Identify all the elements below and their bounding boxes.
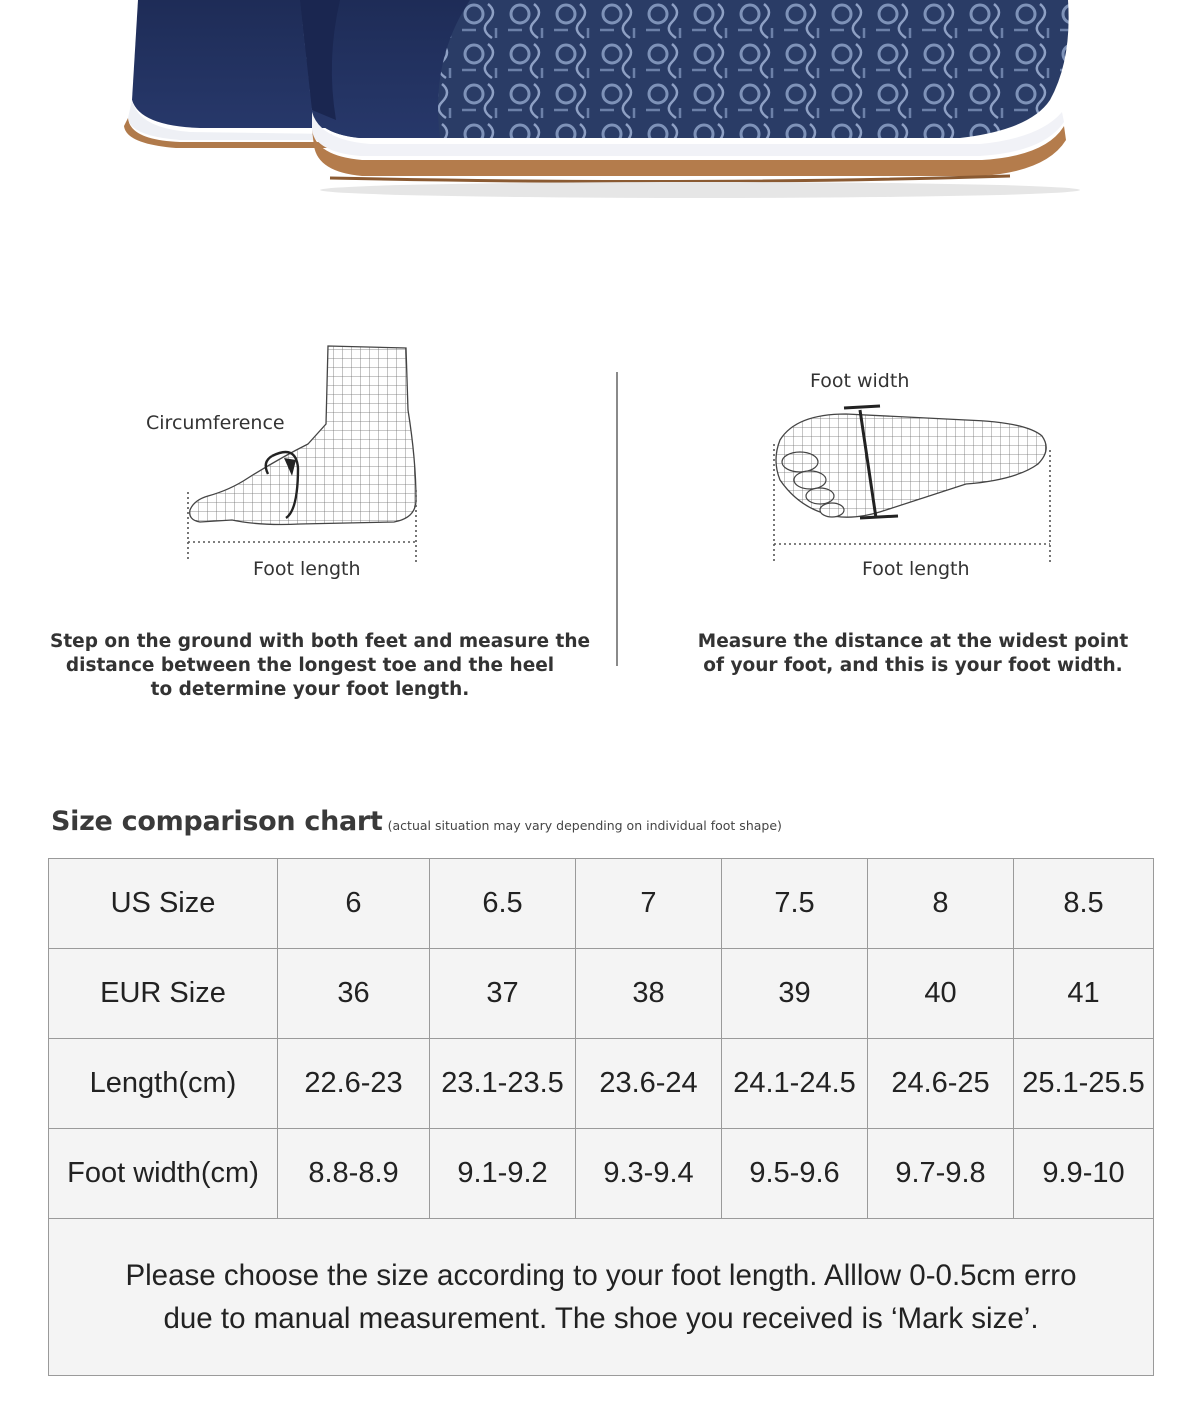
table-cell: 24.1-24.5: [722, 1039, 868, 1129]
table-cell: 9.5-9.6: [722, 1129, 868, 1219]
table-cell: 9.1-9.2: [430, 1129, 576, 1219]
table-cell: 37: [430, 949, 576, 1039]
size-comparison-table: [48, 858, 1154, 1376]
table-row-length: [49, 1039, 1154, 1129]
size-note-line-2: due to manual measurement. The shoe you received is ‘Mark size’.: [163, 1302, 1039, 1335]
table-cell: 38: [576, 949, 722, 1039]
row-header-us-size: US Size: [49, 859, 278, 949]
size-chart-subtitle: (actual situation may vary depending on individual foot shape): [387, 818, 782, 833]
table-cell: 23.1-23.5: [430, 1039, 576, 1129]
foot-width-label: Foot width: [810, 370, 910, 392]
table-cell: 7: [576, 859, 722, 949]
table-row-eur-size: [49, 949, 1154, 1039]
row-header-foot-width: Foot width(cm): [49, 1129, 278, 1219]
table-cell: 23.6-24: [576, 1039, 722, 1129]
size-chart-heading: [51, 806, 782, 837]
table-cell: 8.8-8.9: [278, 1129, 430, 1219]
table-row-foot-width: [49, 1129, 1154, 1219]
foot-width-instruction: Measure the distance at the widest point of your foot, and this is your foot width.: [697, 631, 1129, 676]
size-note: [49, 1219, 1154, 1376]
table-cell: 6: [278, 859, 430, 949]
table-cell: 36: [278, 949, 430, 1039]
foot-length-label-left: Foot length: [253, 558, 361, 580]
table-cell: 7.5: [722, 859, 868, 949]
table-row-us-size: [49, 859, 1154, 949]
side-foot-diagram: [180, 340, 430, 575]
foot-length-instruction: Step on the ground with both feet and measure the distance between the longest toe and the heel to determine your foot length.: [50, 631, 591, 700]
table-cell: 6.5: [430, 859, 576, 949]
table-cell: 41: [1014, 949, 1154, 1039]
table-cell: 39: [722, 949, 868, 1039]
size-note-line-1: Please choose the size according to your foot length. Alllow 0-0.5cm erro: [125, 1259, 1077, 1292]
size-chart-title: Size comparison chart: [51, 806, 383, 837]
table-cell: 24.6-25: [868, 1039, 1014, 1129]
table-row-note: [49, 1219, 1154, 1376]
row-header-eur-size: EUR Size: [49, 949, 278, 1039]
foot-length-label-right: Foot length: [862, 558, 970, 580]
section-divider: [616, 372, 618, 666]
table-cell: 9.7-9.8: [868, 1129, 1014, 1219]
table-cell: 9.9-10: [1014, 1129, 1154, 1219]
table-cell: 25.1-25.5: [1014, 1039, 1154, 1129]
sole-foot-diagram: [766, 400, 1056, 570]
row-header-length: Length(cm): [49, 1039, 278, 1129]
table-cell: 8.5: [1014, 859, 1154, 949]
circumference-label: Circumference: [146, 412, 285, 434]
table-cell: 9.3-9.4: [576, 1129, 722, 1219]
table-cell: 40: [868, 949, 1014, 1039]
table-cell: 22.6-23: [278, 1039, 430, 1129]
table-cell: 8: [868, 859, 1014, 949]
shoe-photo: [0, 0, 1200, 200]
